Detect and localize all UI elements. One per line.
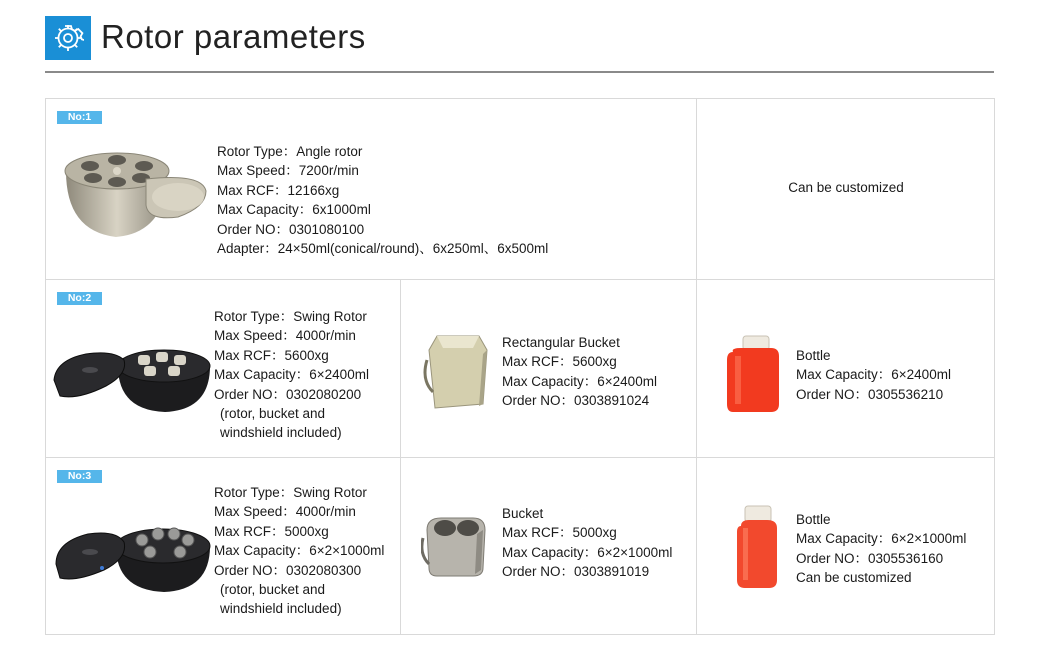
row-2-bottle-cell [697, 280, 995, 458]
spec-line: Max Capacity：6×2400ml [796, 367, 951, 383]
row-badge: No:2 [57, 292, 102, 305]
row-3-bucket-cell [401, 458, 697, 635]
row-3-bottle-specs [796, 510, 966, 588]
spec-line: Max Capacity：6×2400ml [502, 373, 657, 389]
spec-line: Can be customized [796, 570, 912, 586]
spec-line: Max Capacity：6×2400ml [214, 367, 369, 383]
spec-note: (rotor, bucket and [220, 582, 326, 598]
spec-note: windshield included) [220, 425, 342, 441]
spec-line: Adapter：24×50ml(conical/round)、6x250ml、6x500ml [217, 241, 549, 257]
row-1-rotor-cell [46, 99, 697, 280]
spec-line: Order NO：0303891019 [502, 564, 650, 580]
spec-line: Max RCF：5600xg [502, 354, 617, 370]
header-divider [45, 71, 994, 73]
spec-line: Max RCF：5000xg [214, 523, 329, 539]
row-2-bottle-specs [796, 346, 951, 404]
spec-line: Order NO：0303891024 [502, 393, 650, 409]
spec-line: Bucket [502, 506, 544, 521]
bottle-image [733, 504, 783, 590]
spec-line: Rotor Type：Angle rotor [217, 144, 363, 159]
spec-line: Max RCF：5000xg [502, 525, 617, 541]
swing-rotor-image [54, 512, 214, 594]
row-badge: No:3 [57, 470, 102, 483]
spec-line: Max Speed：7200r/min [217, 163, 359, 179]
custom-note: Can be customized [788, 180, 904, 195]
spec-line: Bottle [796, 512, 831, 527]
gear-settings-icon [45, 16, 91, 60]
angle-rotor-image [60, 147, 210, 243]
spec-line: Rotor Type：Swing Rotor [214, 485, 367, 500]
spec-line: Max RCF：12166xg [217, 182, 340, 198]
swing-rotor-image [52, 330, 212, 416]
spec-line: Order NO：0302080300 [214, 562, 362, 578]
rotor-table [45, 98, 995, 635]
spec-line: Bottle [796, 348, 831, 363]
spec-line: Max RCF：5600xg [214, 347, 329, 363]
spec-line: Order NO：0305536210 [796, 386, 944, 402]
row-1-rotor-specs [217, 142, 548, 258]
row-3-rotor-specs [214, 483, 384, 619]
spec-line: Rotor Type：Swing Rotor [214, 309, 367, 324]
bucket-image [421, 510, 491, 580]
row-2-rotor-specs [214, 307, 369, 443]
rectangular-bucket-image [423, 330, 493, 414]
row-3-bucket-specs [502, 504, 672, 582]
spec-line: Max Capacity：6×2×1000ml [796, 531, 967, 547]
spec-line: Rectangular Bucket [502, 335, 620, 350]
bottle-image [723, 334, 783, 414]
row-2-bucket-cell [401, 280, 697, 458]
spec-line: Max Capacity：6×2×1000ml [502, 544, 673, 560]
spec-line: Order NO：0302080200 [214, 386, 362, 402]
page-header [45, 16, 994, 74]
spec-line: Max Speed：4000r/min [214, 504, 356, 520]
row-2-rotor-cell [46, 280, 401, 458]
page-title: Rotor parameters [101, 18, 366, 55]
spec-note: (rotor, bucket and [220, 406, 326, 422]
row-1-custom-cell [697, 99, 995, 280]
spec-line: Max Speed：4000r/min [214, 328, 356, 344]
row-3-rotor-cell [46, 458, 401, 635]
row-3-bottle-cell [697, 458, 995, 635]
spec-line: Max Capacity：6×2×1000ml [214, 543, 385, 559]
spec-line: Max Capacity：6x1000ml [217, 202, 371, 218]
spec-note: windshield included) [220, 601, 342, 617]
spec-line: Order NO：0301080100 [217, 221, 365, 237]
row-2-bucket-specs [502, 333, 657, 411]
row-badge: No:1 [57, 111, 102, 124]
spec-line: Order NO：0305536160 [796, 550, 944, 566]
